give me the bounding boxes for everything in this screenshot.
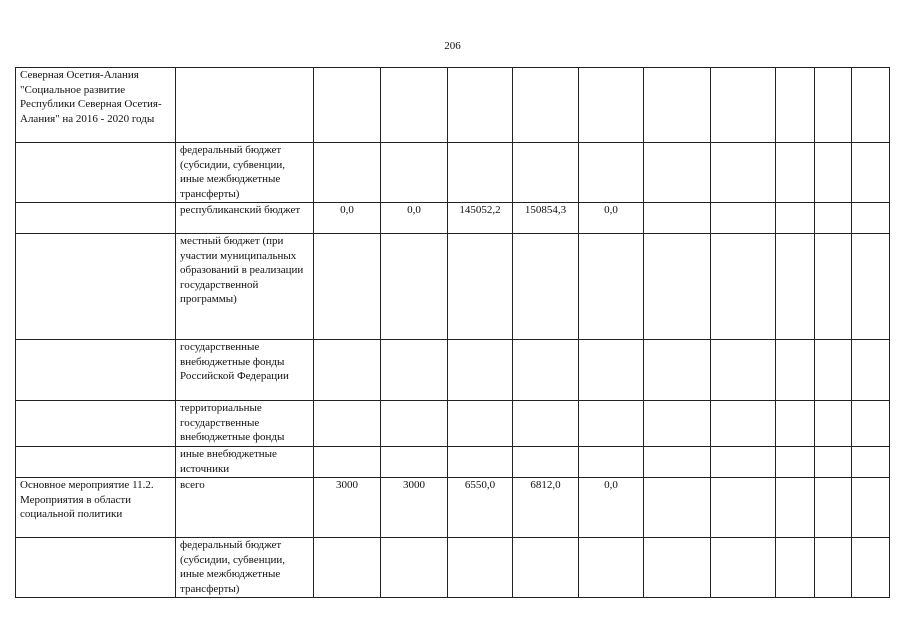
- value-cell: [776, 401, 815, 447]
- value-cell: 3000: [314, 478, 381, 538]
- table-row: [16, 447, 890, 478]
- table-row: [16, 538, 890, 598]
- value-cell: [815, 203, 852, 234]
- value-cell: [711, 538, 776, 598]
- value-cell: [381, 401, 448, 447]
- value-cell: [448, 143, 513, 203]
- value-cell: [776, 234, 815, 340]
- value-cell: [711, 340, 776, 401]
- value-cell: [644, 143, 711, 203]
- value-cell: 150854,3: [513, 203, 579, 234]
- row-name-cell: Основное мероприятие 11.2. Мероприятия в области социальной политики: [16, 478, 176, 538]
- value-cell: [314, 401, 381, 447]
- funding-source-cell: федеральный бюджет (субсидии, субвенции, иные межбюджетные трансферты): [176, 538, 314, 598]
- value-cell: [579, 538, 644, 598]
- value-cell: [711, 478, 776, 538]
- value-cell: [513, 447, 579, 478]
- value-cell: [579, 340, 644, 401]
- row-name-cell: [16, 538, 176, 598]
- value-cell: [711, 203, 776, 234]
- funding-source-cell: территориальные государственные внебюджетные фонды: [176, 401, 314, 447]
- value-cell: [815, 447, 852, 478]
- value-cell: 0,0: [381, 203, 448, 234]
- value-cell: [644, 401, 711, 447]
- value-cell: [711, 143, 776, 203]
- row-name-cell: [16, 401, 176, 447]
- value-cell: [513, 234, 579, 340]
- value-cell: [314, 68, 381, 143]
- budget-table: [15, 67, 890, 598]
- value-cell: [852, 447, 890, 478]
- funding-source-cell: всего: [176, 478, 314, 538]
- value-cell: 0,0: [579, 203, 644, 234]
- funding-source-cell: местный бюджет (при участии муниципальных образований в реализации государственной программы): [176, 234, 314, 340]
- table-row: [16, 401, 890, 447]
- value-cell: [448, 234, 513, 340]
- value-cell: 6550,0: [448, 478, 513, 538]
- value-cell: [513, 538, 579, 598]
- value-cell: [776, 143, 815, 203]
- value-cell: [448, 401, 513, 447]
- value-cell: [815, 538, 852, 598]
- funding-source-cell: государственные внебюджетные фонды Российской Федерации: [176, 340, 314, 401]
- value-cell: [815, 340, 852, 401]
- value-cell: [448, 447, 513, 478]
- value-cell: [852, 68, 890, 143]
- table-body: [16, 68, 890, 598]
- value-cell: [513, 340, 579, 401]
- value-cell: [776, 447, 815, 478]
- value-cell: [579, 401, 644, 447]
- value-cell: [448, 68, 513, 143]
- row-name-cell: [16, 447, 176, 478]
- value-cell: [852, 234, 890, 340]
- row-name-cell: Северная Осетия-Алания "Социальное развитие Республики Северная Осетия-Алания" на 2016 - 2020 годы: [16, 68, 176, 143]
- value-cell: [852, 401, 890, 447]
- value-cell: [579, 68, 644, 143]
- value-cell: [381, 538, 448, 598]
- value-cell: [644, 68, 711, 143]
- value-cell: [381, 447, 448, 478]
- value-cell: [644, 478, 711, 538]
- value-cell: 3000: [381, 478, 448, 538]
- row-name-cell: [16, 203, 176, 234]
- value-cell: [644, 340, 711, 401]
- value-cell: [776, 478, 815, 538]
- table-row: [16, 203, 890, 234]
- value-cell: [579, 234, 644, 340]
- table-row: [16, 340, 890, 401]
- funding-source-cell: иные внебюджетные источники: [176, 447, 314, 478]
- value-cell: [644, 538, 711, 598]
- value-cell: [711, 401, 776, 447]
- row-name-cell: [16, 143, 176, 203]
- value-cell: [314, 447, 381, 478]
- value-cell: [852, 143, 890, 203]
- value-cell: [314, 340, 381, 401]
- table-row: [16, 143, 890, 203]
- row-name-cell: [16, 340, 176, 401]
- value-cell: [513, 143, 579, 203]
- value-cell: [644, 447, 711, 478]
- value-cell: 0,0: [314, 203, 381, 234]
- value-cell: [448, 340, 513, 401]
- value-cell: [314, 538, 381, 598]
- value-cell: [513, 68, 579, 143]
- value-cell: [852, 538, 890, 598]
- value-cell: [381, 68, 448, 143]
- value-cell: [579, 143, 644, 203]
- value-cell: [815, 143, 852, 203]
- value-cell: [852, 340, 890, 401]
- value-cell: [644, 234, 711, 340]
- value-cell: [711, 234, 776, 340]
- row-name-cell: [16, 234, 176, 340]
- table-row: [16, 68, 890, 143]
- value-cell: [815, 234, 852, 340]
- value-cell: [381, 340, 448, 401]
- value-cell: [815, 478, 852, 538]
- value-cell: [852, 203, 890, 234]
- value-cell: [381, 143, 448, 203]
- value-cell: [776, 340, 815, 401]
- value-cell: 0,0: [579, 478, 644, 538]
- value-cell: [644, 203, 711, 234]
- value-cell: [815, 68, 852, 143]
- value-cell: [815, 401, 852, 447]
- value-cell: 6812,0: [513, 478, 579, 538]
- value-cell: [711, 447, 776, 478]
- value-cell: [448, 538, 513, 598]
- table-row: [16, 234, 890, 340]
- table-row: [16, 478, 890, 538]
- funding-source-cell: республиканский бюджет: [176, 203, 314, 234]
- value-cell: [513, 401, 579, 447]
- value-cell: [314, 234, 381, 340]
- value-cell: [711, 68, 776, 143]
- value-cell: [381, 234, 448, 340]
- funding-source-cell: [176, 68, 314, 143]
- value-cell: 145052,2: [448, 203, 513, 234]
- value-cell: [776, 68, 815, 143]
- funding-source-cell: федеральный бюджет (субсидии, субвенции, иные межбюджетные трансферты): [176, 143, 314, 203]
- value-cell: [776, 538, 815, 598]
- page-number: 206: [444, 40, 461, 52]
- value-cell: [314, 143, 381, 203]
- value-cell: [776, 203, 815, 234]
- value-cell: [852, 478, 890, 538]
- value-cell: [579, 447, 644, 478]
